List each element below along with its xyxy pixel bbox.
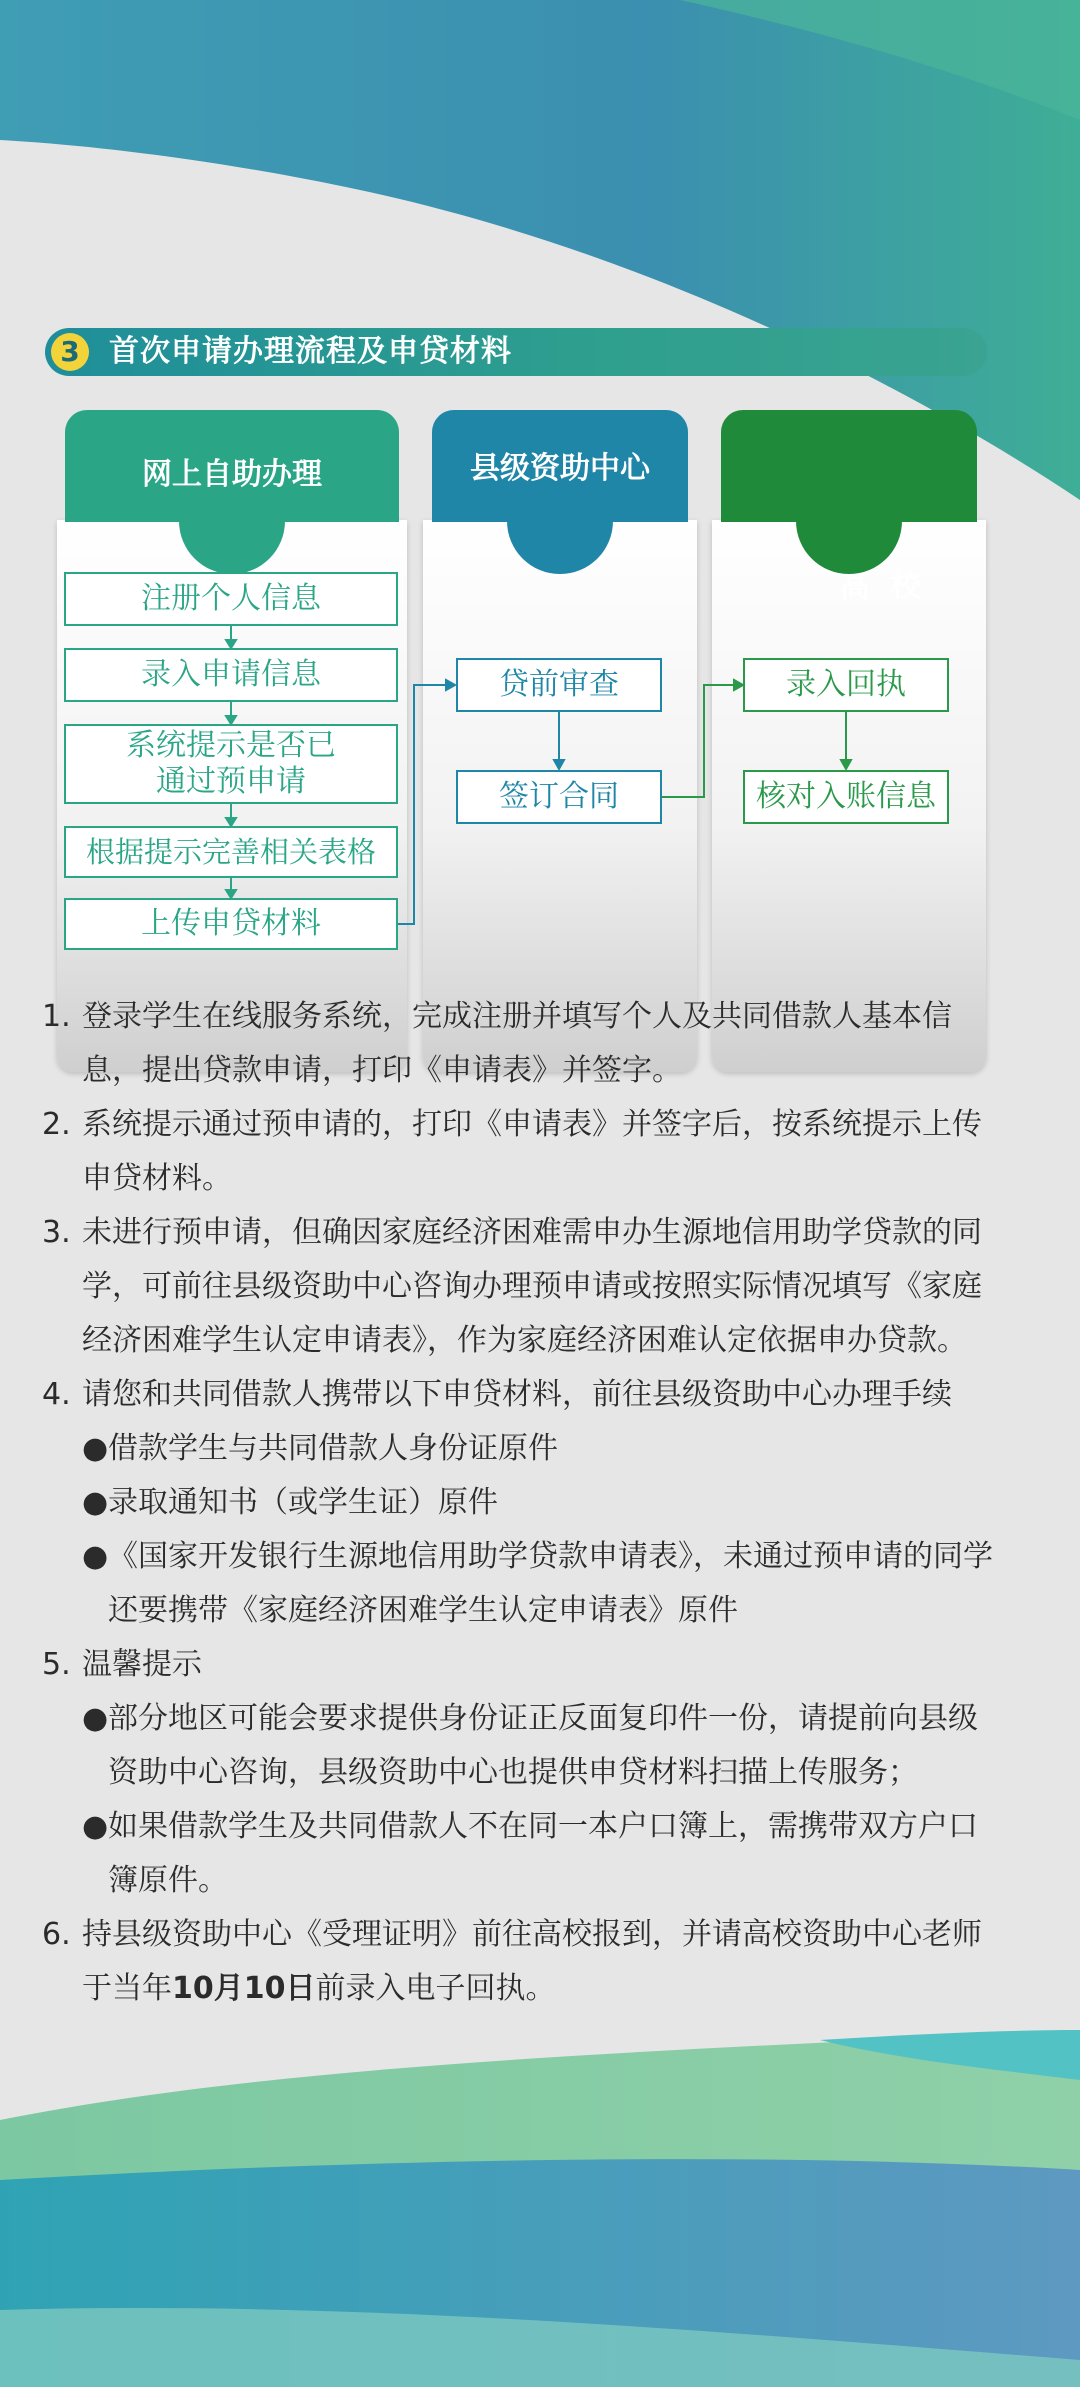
- flow-step: 根据提示完善相关表格: [64, 826, 398, 878]
- flow-step: 核对入账信息: [743, 770, 949, 824]
- section-title: 首次申请办理流程及申贷材料: [109, 334, 512, 369]
- section-header: [45, 328, 987, 376]
- list-item: 4. 请您和共同借款人携带以下申贷材料，前往县级资助中心办理手续 ● 借款学生与共同借款人身份证原件 ● 录取通知书（或学生证）原件 ● 《国家开发银行生源地信用助学贷款申请表》，未通过预申请的同学还要携带《家庭经济困难学生认定申请表》原件: [42, 1368, 1002, 1638]
- column-title: 网上自助办理: [142, 457, 322, 492]
- list-item: 2. 系统提示通过预申请的，打印《申请表》并签字后，按系统提示上传申贷材料。: [42, 1107, 982, 1196]
- list-item: 5. 温馨提示 ● 部分地区可能会要求提供身份证正反面复印件一份，请提前向县级资助中心咨询，县级资助中心也提供申贷材料扫描上传服务； ● 如果借款学生及共同借款人不在同一本户口簿上，需携带双方户口簿原件。: [42, 1638, 1002, 1908]
- instructions-list: [42, 990, 1002, 2016]
- list-item: 1. 登录学生在线服务系统，完成注册并填写个人及共同借款人基本信息，提出贷款申请，打印《申请表》并签字。: [42, 999, 952, 1088]
- flow-step: 注册个人信息: [64, 572, 398, 626]
- column-title: 高 校: [839, 569, 921, 604]
- list-item: 3. 未进行预申请，但确因家庭经济困难需申办生源地信用助学贷款的同学，可前往县级资助中心咨询办理预申请或按照实际情况填写《家庭经济困难学生认定申请表》，作为家庭经济困难认定依据申办贷款。: [42, 1215, 982, 1358]
- flow-step: 录入回执: [743, 658, 949, 712]
- deadline-date: 10月10日: [172, 1971, 316, 2006]
- column-header: [721, 410, 977, 604]
- flow-step: 签订合同: [456, 770, 662, 824]
- column-title: 县级资助中心: [470, 451, 650, 486]
- list-item: 6. 持县级资助中心《受理证明》前往高校报到，并请高校资助中心老师于当年10月10日前录入电子回执。: [42, 1917, 982, 2006]
- step-number-badge: 3: [51, 333, 89, 371]
- flow-step: 录入申请信息: [64, 648, 398, 702]
- bullet-item: ● 如果借款学生及共同借款人不在同一本户口簿上，需携带双方户口簿原件。: [82, 1809, 978, 1898]
- bullet-item: ● 部分地区可能会要求提供身份证正反面复印件一份，请提前向县级资助中心咨询，县级资助中心也提供申贷材料扫描上传服务；: [82, 1701, 978, 1790]
- bullet-item: ● 借款学生与共同借款人身份证原件: [82, 1431, 558, 1466]
- flow-step: 贷前审查: [456, 658, 662, 712]
- flow-step: 上传申贷材料: [64, 898, 398, 950]
- bullet-item: ● 《国家开发银行生源地信用助学贷款申请表》，未通过预申请的同学还要携带《家庭经济困难学生认定申请表》原件: [82, 1539, 993, 1628]
- column-header: [65, 410, 399, 522]
- bullet-item: ● 录取通知书（或学生证）原件: [82, 1485, 498, 1520]
- flow-step: 系统提示是否已 通过预申请: [64, 724, 398, 804]
- column-header: [432, 410, 688, 522]
